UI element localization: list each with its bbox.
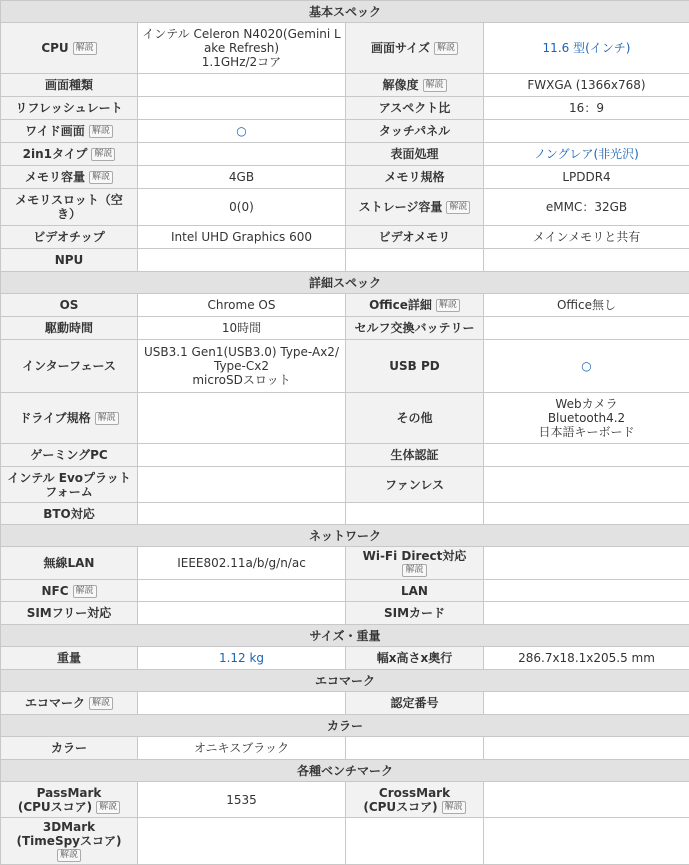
kaisetsu-button[interactable]: 解説	[73, 585, 97, 598]
empty-cell	[484, 503, 689, 525]
value-sim-card	[484, 602, 689, 625]
section-header-detail: 詳細スペック	[1, 272, 689, 294]
label-text: 画面サイズ	[371, 41, 430, 55]
section-header-basic: 基本スペック	[1, 1, 689, 23]
value-memory-standard: LPDDR4	[484, 166, 689, 189]
value-office: Office無し	[484, 294, 689, 317]
label-intel-evo	[1, 467, 138, 503]
value-interface	[138, 340, 346, 393]
label-memory-standard: メモリ規格	[346, 166, 484, 189]
value-video-memory: メインメモリと共有	[484, 226, 689, 249]
label-text: Office詳細	[369, 298, 432, 312]
label-memory	[1, 166, 138, 189]
value-wide-screen	[138, 120, 346, 143]
kaisetsu-button[interactable]: 解説	[434, 42, 458, 55]
kaisetsu-button[interactable]: 解説	[89, 697, 113, 710]
value-cert-number	[484, 692, 689, 715]
label-2in1	[1, 143, 138, 166]
value-sim-free	[138, 602, 346, 625]
label-self-battery: セルフ交換バッテリー	[346, 317, 484, 340]
label-text: 2in1タイプ	[23, 147, 88, 161]
label-eco-mark	[1, 692, 138, 715]
label-gaming-pc: ゲーミングPC	[1, 444, 138, 467]
label-aspect-ratio: アスペクト比	[346, 97, 484, 120]
value-video-chip: Intel UHD Graphics 600	[138, 226, 346, 249]
value-memory: 4GB	[138, 166, 346, 189]
label-screen-size	[346, 23, 484, 74]
label-line: メモリスロット（空	[4, 193, 134, 207]
screen-size-link[interactable]: 11.6 型(インチ)	[543, 41, 631, 55]
label-passmark	[1, 782, 138, 818]
value-cpu	[138, 23, 346, 74]
value-line: Bluetooth4.2	[487, 411, 686, 425]
label-line: (CPUスコア)	[18, 800, 92, 814]
value-storage: eMMC：32GB	[484, 189, 689, 226]
empty-cell	[346, 503, 484, 525]
empty-cell	[484, 249, 689, 272]
kaisetsu-button[interactable]: 解説	[73, 42, 97, 55]
kaisetsu-button[interactable]: 解説	[89, 171, 113, 184]
kaisetsu-button[interactable]: 解説	[95, 412, 119, 425]
label-line: き）	[4, 207, 134, 221]
value-panel-type	[138, 74, 346, 97]
label-surface: 表面処理	[346, 143, 484, 166]
kaisetsu-button[interactable]: 解説	[442, 801, 466, 814]
kaisetsu-button[interactable]: 解説	[436, 299, 460, 312]
value-os: Chrome OS	[138, 294, 346, 317]
value-line: USB3.1 Gen1(USB3.0) Type-Ax2/	[141, 345, 342, 359]
label-cpu	[1, 23, 138, 74]
value-gaming-pc	[138, 444, 346, 467]
value-biometric	[484, 444, 689, 467]
value-lan	[484, 580, 689, 602]
label-text: CPU	[41, 41, 68, 55]
label-line: インテル Evoプラット	[4, 471, 134, 485]
value-crossmark	[484, 782, 689, 818]
section-header-bench: 各種ベンチマーク	[1, 760, 689, 782]
label-wifi-direct	[346, 547, 484, 580]
value-nfc	[138, 580, 346, 602]
value-line: Webカメラ	[487, 397, 686, 411]
label-resolution	[346, 74, 484, 97]
kaisetsu-button[interactable]: 解説	[402, 564, 426, 577]
value-dimensions: 286.7x18.1x205.5 mm	[484, 647, 689, 670]
label-battery-time: 駆動時間	[1, 317, 138, 340]
empty-cell	[346, 249, 484, 272]
value-line: microSDスロット	[141, 373, 342, 387]
label-line: 3DMark	[4, 820, 134, 834]
label-text: Wi-Fi Direct対応	[349, 549, 480, 563]
label-wide-screen	[1, 120, 138, 143]
value-wifi-direct	[484, 547, 689, 580]
kaisetsu-button[interactable]: 解説	[446, 201, 470, 214]
label-video-chip: ビデオチップ	[1, 226, 138, 249]
label-line: CrossMark	[349, 786, 480, 800]
value-passmark: 1535	[138, 782, 346, 818]
kaisetsu-button[interactable]: 解説	[423, 79, 447, 92]
value-screen-size	[484, 23, 689, 74]
label-text: ワイド画面	[25, 124, 85, 138]
label-color: カラー	[1, 737, 138, 760]
empty-cell	[346, 818, 484, 865]
value-fanless	[484, 467, 689, 503]
value-refresh-rate	[138, 97, 346, 120]
kaisetsu-button[interactable]: 解説	[57, 849, 81, 862]
value-touch-panel	[484, 120, 689, 143]
label-line: (CPUスコア)	[363, 800, 437, 814]
section-header-network: ネットワーク	[1, 525, 689, 547]
value-line: ake Refresh)	[141, 41, 342, 55]
label-sim-card: SIMカード	[346, 602, 484, 625]
label-usb-pd: USB PD	[346, 340, 484, 393]
value-eco-mark	[138, 692, 346, 715]
label-text: エコマーク	[25, 696, 85, 710]
label-weight: 重量	[1, 647, 138, 670]
value-battery-time: 10時間	[138, 317, 346, 340]
kaisetsu-button[interactable]: 解説	[96, 801, 120, 814]
value-drive	[138, 393, 346, 444]
value-bto	[138, 503, 346, 525]
label-interface: インターフェース	[1, 340, 138, 393]
value-aspect-ratio: 16：9	[484, 97, 689, 120]
label-line: フォーム	[4, 485, 134, 499]
value-resolution: FWXGA (1366x768)	[484, 74, 689, 97]
label-bto: BTO対応	[1, 503, 138, 525]
value-line: Type-Cx2	[141, 359, 342, 373]
label-npu: NPU	[1, 249, 138, 272]
label-biometric: 生体認証	[346, 444, 484, 467]
label-os: OS	[1, 294, 138, 317]
label-cert-number: 認定番号	[346, 692, 484, 715]
section-header-eco: エコマーク	[1, 670, 689, 692]
label-storage	[346, 189, 484, 226]
label-text: メモリ容量	[25, 170, 85, 184]
label-text: ドライブ規格	[19, 411, 90, 425]
label-panel-type: 画面種類	[1, 74, 138, 97]
value-memory-slot: 0(0)	[138, 189, 346, 226]
weight-link[interactable]: 1.12 kg	[219, 651, 264, 665]
kaisetsu-button[interactable]: 解説	[89, 125, 113, 138]
label-other: その他	[346, 393, 484, 444]
label-dimensions: 幅x高さx奥行	[346, 647, 484, 670]
label-text: NFC	[41, 584, 68, 598]
label-line: PassMark	[4, 786, 134, 800]
label-text: 解像度	[382, 78, 418, 92]
value-3dmark	[138, 818, 346, 865]
empty-cell	[484, 818, 689, 865]
value-line: インテル Celeron N4020(Gemini L	[141, 27, 342, 41]
label-video-memory: ビデオメモリ	[346, 226, 484, 249]
label-line: (TimeSpyスコア)	[4, 834, 134, 848]
usb-pd-link[interactable]: ○	[581, 359, 591, 373]
value-weight	[138, 647, 346, 670]
label-touch-panel: タッチパネル	[346, 120, 484, 143]
label-lan: LAN	[346, 580, 484, 602]
label-nfc	[1, 580, 138, 602]
value-2in1	[138, 143, 346, 166]
surface-link[interactable]: ノングレア(非光沢)	[534, 147, 639, 161]
section-header-color: カラー	[1, 715, 689, 737]
empty-cell	[346, 737, 484, 760]
label-office	[346, 294, 484, 317]
label-3dmark	[1, 818, 138, 865]
label-refresh-rate: リフレッシュレート	[1, 97, 138, 120]
wide-screen-link[interactable]: ○	[236, 124, 246, 138]
value-npu	[138, 249, 346, 272]
value-wireless-lan: IEEE802.11a/b/g/n/ac	[138, 547, 346, 580]
label-text: ストレージ容量	[359, 200, 443, 214]
label-drive	[1, 393, 138, 444]
value-color: オニキスブラック	[138, 737, 346, 760]
label-sim-free: SIMフリー対応	[1, 602, 138, 625]
kaisetsu-button[interactable]: 解説	[91, 148, 115, 161]
value-usb-pd	[484, 340, 689, 393]
label-fanless: ファンレス	[346, 467, 484, 503]
value-intel-evo	[138, 467, 346, 503]
section-header-size: サイズ・重量	[1, 625, 689, 647]
value-line: 日本語キーボード	[487, 425, 686, 439]
value-surface	[484, 143, 689, 166]
label-crossmark	[346, 782, 484, 818]
label-memory-slot	[1, 189, 138, 226]
label-wireless-lan: 無線LAN	[1, 547, 138, 580]
value-other	[484, 393, 689, 444]
value-self-battery	[484, 317, 689, 340]
empty-cell	[484, 737, 689, 760]
value-line: 1.1GHz/2コア	[141, 55, 342, 69]
